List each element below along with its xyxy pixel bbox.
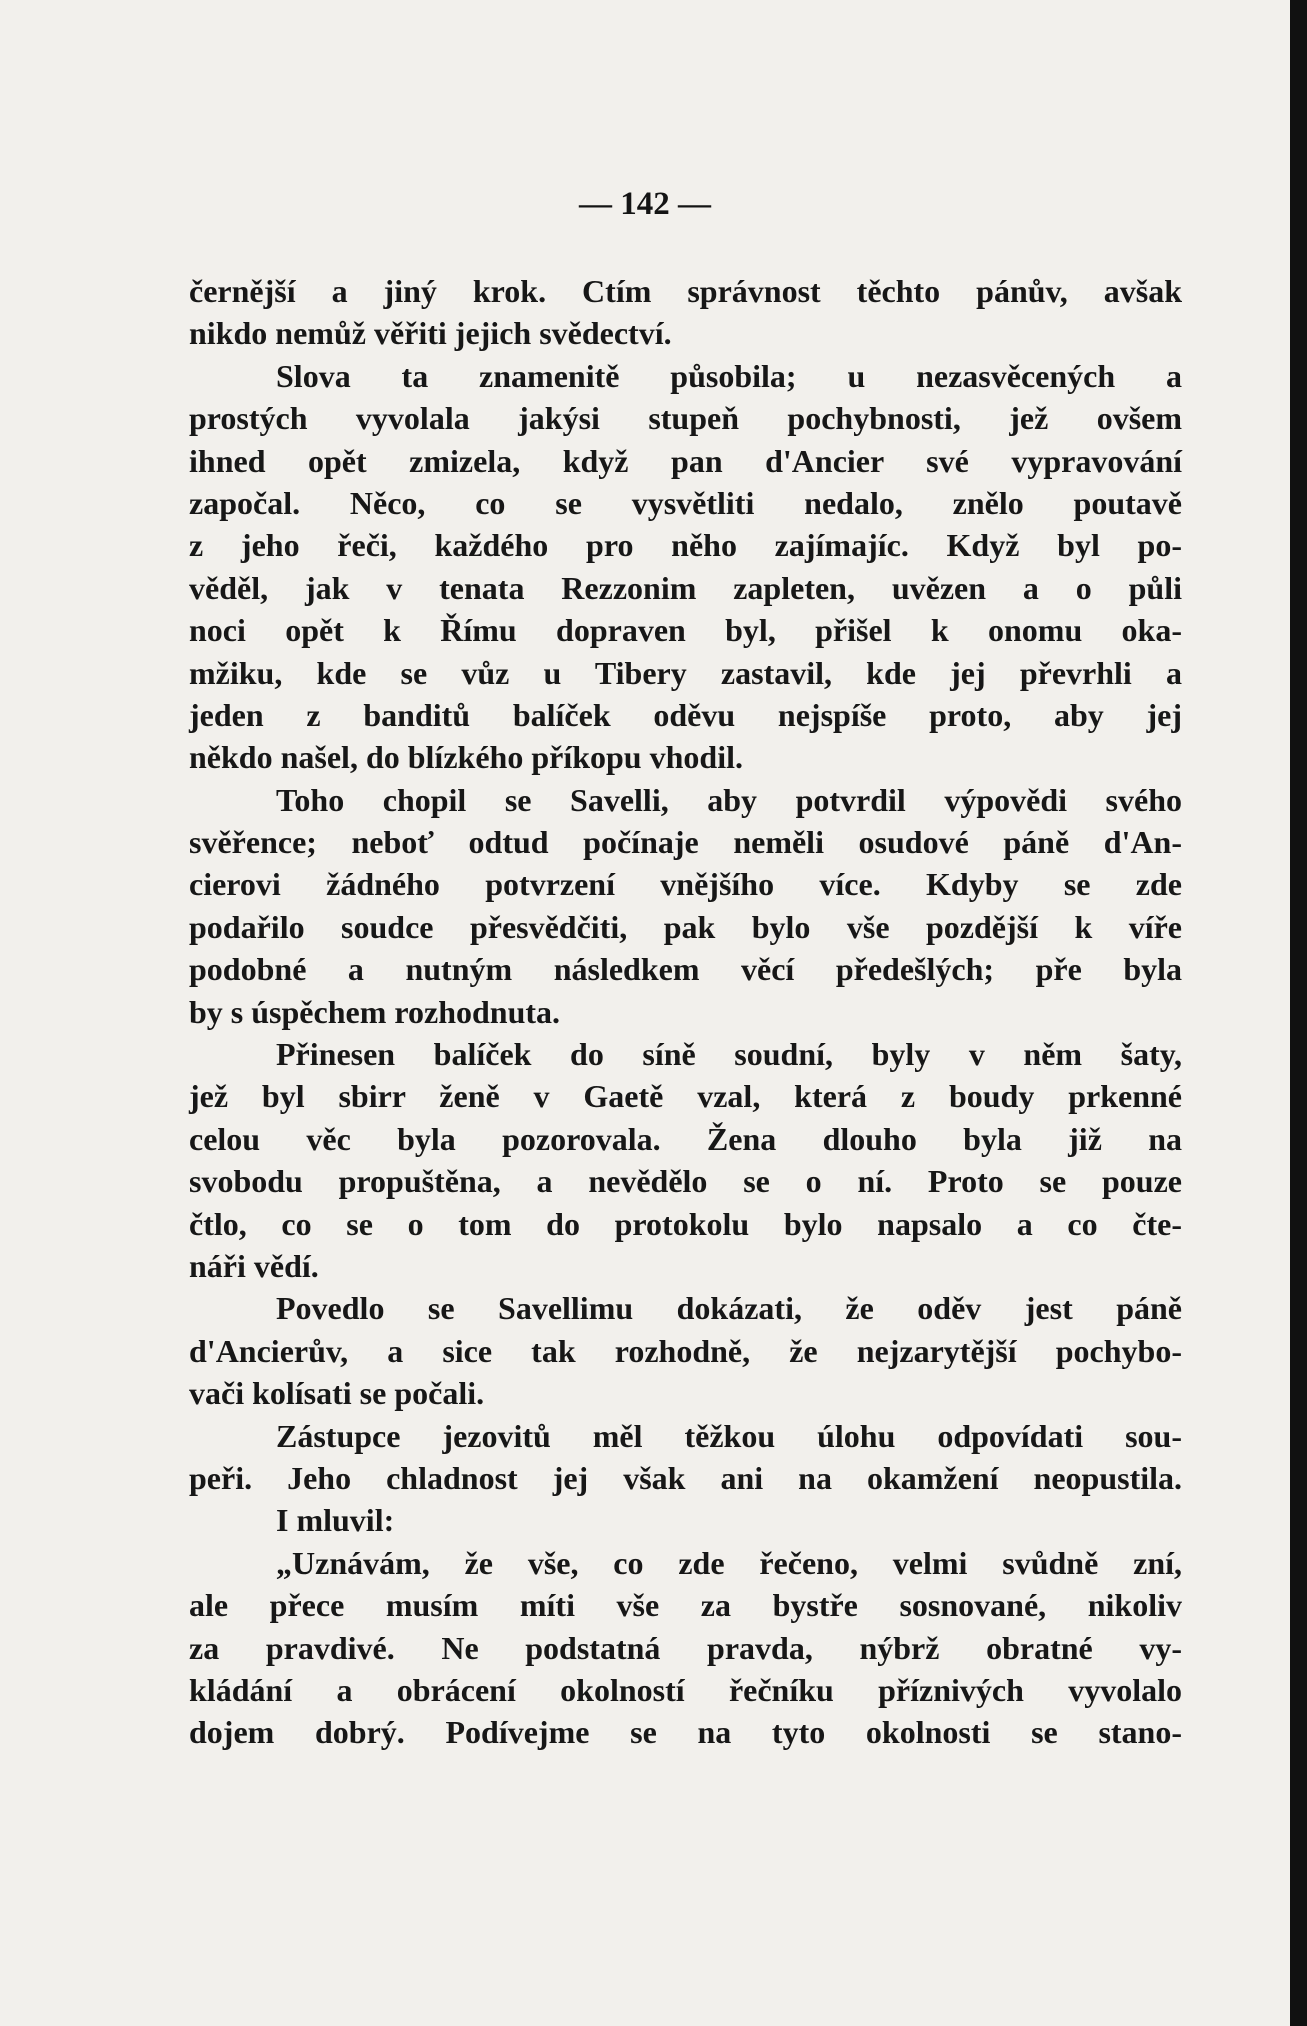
text-line: Toho chopil se Savelli, aby potvrdil výpovědi svého <box>276 781 1182 818</box>
text-line: „Uznávám, že vše, co zde řečeno, velmi svůdně zní, <box>276 1544 1182 1581</box>
text-line: černější a jiný krok. Ctím správnost těchto pánův, avšak <box>189 273 1182 309</box>
text-line: d'Ancierův, a sice tak rozhodně, že nejzarytější pochybo- <box>189 1332 1182 1369</box>
text-line: podařilo soudce přesvědčiti, pak bylo vše pozdější k víře <box>189 908 1182 945</box>
text-line: za pravdivé. Ne podstatná pravda, nýbrž obratné vy- <box>189 1629 1182 1666</box>
text-line: nikdo nemůž věřiti jejich svědectví. <box>189 315 672 352</box>
text-line: kládání a obrácení okolností řečníku příznivých vyvolalo <box>189 1671 1182 1708</box>
text-line: náři vědí. <box>189 1247 319 1284</box>
text-line: jeden z banditů balíček oděvu nejspíše proto, aby jej <box>189 696 1182 733</box>
body-text <box>189 270 1182 1754</box>
text-line: čtlo, co se o tom do protokolu bylo napsalo a co čte- <box>189 1205 1182 1242</box>
text-line: Zástupce jezovitů měl těžkou úlohu odpovídati sou- <box>276 1417 1182 1454</box>
text-line: věděl, jak v tenata Rezzonim zapleten, uvězen a o půli <box>189 569 1182 606</box>
scan-edge <box>1290 0 1307 2026</box>
text-line: ihned opět zmizela, když pan d'Ancier své vypravování <box>189 442 1182 479</box>
page-number: — 142 — <box>579 186 711 222</box>
text-line: mžiku, kde se vůz u Tibery zastavil, kde jej převrhli a <box>189 654 1182 691</box>
text-line: vači kolísati se počali. <box>189 1375 485 1412</box>
text-line: Přinesen balíček do síně soudní, byly v něm šaty, <box>276 1036 1182 1073</box>
text-line: někdo našel, do blízkého příkopu vhodil. <box>189 739 743 776</box>
text-line: započal. Něco, co se vysvětliti nedalo, znělo poutavě <box>189 484 1182 521</box>
text-line: cierovi žádného potvrzení vnějšího více. Kdyby se zde <box>189 866 1182 903</box>
text-line: noci opět k Římu dopraven byl, přišel k onomu oka- <box>189 612 1182 649</box>
text-line: Povedlo se Savellimu dokázati, že oděv jest páně <box>276 1290 1182 1327</box>
text-line: jež byl sbirr ženě v Gaetě vzal, která z boudy prkenné <box>189 1078 1182 1115</box>
text-line: peři. Jeho chladnost jej však ani na okamžení neopustila. <box>189 1459 1182 1496</box>
text-line: podobné a nutným následkem věcí předešlých; pře byla <box>189 951 1182 988</box>
text-line: dojem dobrý. Podívejme se na tyto okolnosti se stano- <box>189 1714 1182 1751</box>
text-line: celou věc byla pozorovala. Žena dlouho byla již na <box>189 1120 1182 1157</box>
text-line: z jeho řeči, každého pro něho zajímajíc. Když byl po- <box>189 527 1182 564</box>
text-line: svobodu propuštěna, a nevědělo se o ní. Proto se pouze <box>189 1163 1182 1200</box>
text-line: by s úspěchem rozhodnuta. <box>189 993 561 1030</box>
text-line: Slova ta znamenitě působila; u nezasvěcených a <box>276 357 1182 394</box>
text-line: I mluvil: <box>276 1502 395 1539</box>
text-line: prostých vyvolala jakýsi stupeň pochybnosti, jež ovšem <box>189 400 1182 437</box>
text-line: ale přece musím míti vše za bystře sosnované, nikoliv <box>189 1587 1182 1624</box>
text-line: svěřence; neboť odtud počínaje neměli osudové páně d'An- <box>189 824 1182 861</box>
